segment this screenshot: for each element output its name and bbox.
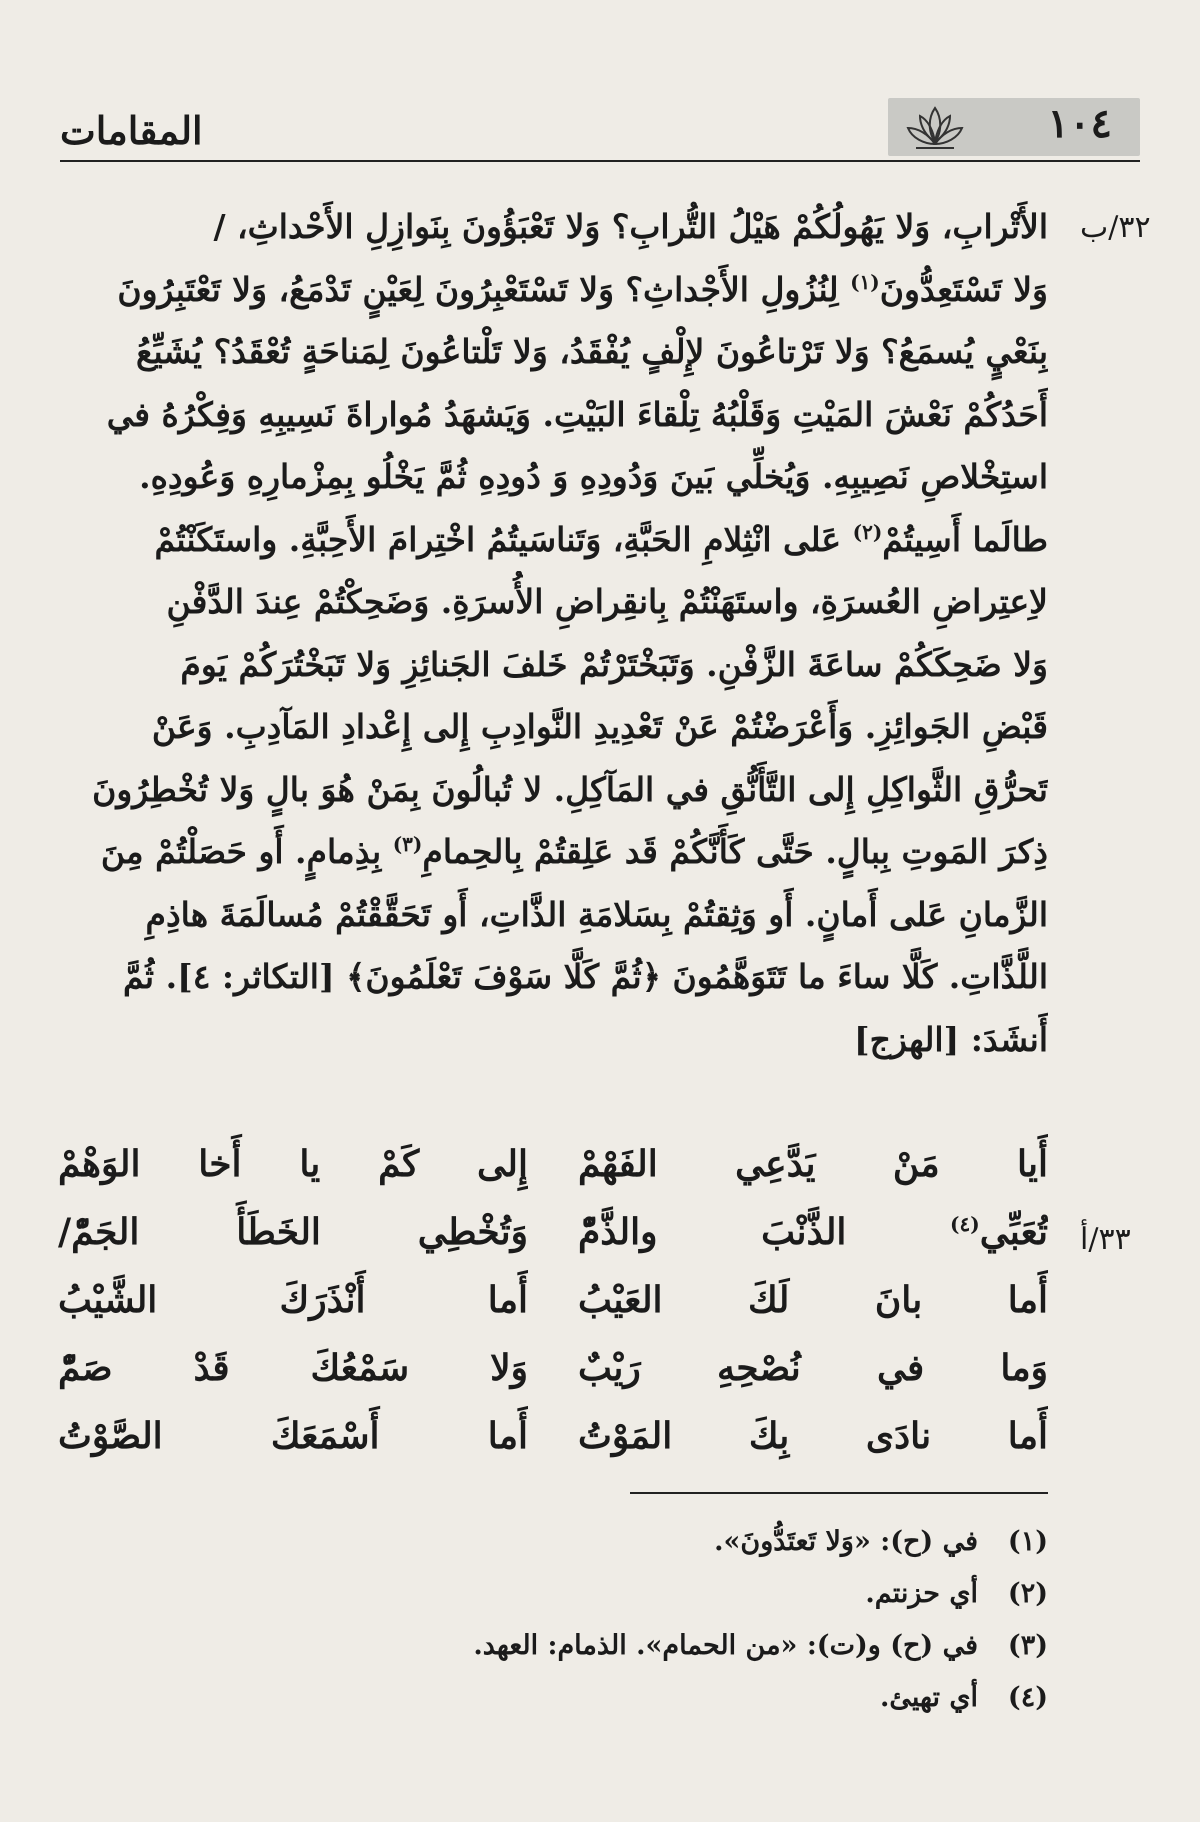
- footnote-text: أي تهيئ.: [879, 1682, 978, 1713]
- footnote: [58, 1672, 1048, 1724]
- prose-line: وَلا تَسْتَعِدُّونَ$^{(١)}$ لِنُزُولِ الأَجْداثِ؟ وَلا تَسْتَعْبِرُونَ لِعَيْنٍ تَدْمَعُ، وَلا تَعْتَبِرُونَ: [117, 269, 1048, 309]
- footnote: [58, 1620, 1048, 1672]
- hemistich-second: إِلى كَمْ يا أَخا الوَهْمْ: [58, 1143, 528, 1185]
- prose-line: وَلا ضَحِكَكُمْ ساعَةَ الزَّفْنِ. وَتَبَخْتَرْتُمْ خَلفَ الجَنائِزِ وَلا تَبَخْتُرَكُمْ يَومَ: [180, 644, 1048, 684]
- poem-verse: [58, 1334, 1048, 1402]
- footnote-ref: (٢): [852, 519, 883, 544]
- prose-line: الأَتْرابِ، وَلا يَهُولُكُمْ هَيْلُ التُّرابِ؟ وَلا تَعْبَؤُونَ بِنَوازِلِ الأَحْداثِ، /: [213, 207, 1048, 246]
- prose-line: قَبْضِ الجَوائِزِ. وَأَعْرَضْتُمْ عَنْ تَعْدِيدِ النَّوادِبِ إِلى إِعْدادِ المَآدِبِ. وَعَنْ: [151, 707, 1048, 746]
- prose-text: [58, 196, 1048, 1071]
- footnote-number: (٤): [1007, 1682, 1048, 1713]
- prose-line: استِخْلاصِ نَصِيبِهِ. وَيُخلِّي بَينَ وَدُودِهِ وَ دُودِهِ ثُمَّ يَخْلُو بِمِزْمارِهِ وَعُودِهِ.: [139, 457, 1048, 496]
- hemistich-second: وَتُخْطِي الخَطَأَ الجَمّْ/: [58, 1211, 528, 1253]
- prose-line: الزَّمانِ عَلى أَمانٍ. أَو وَثِقتُمْ بِسَلامَةِ الذَّاتِ، أَو تَحَقَّقْتُمْ مُسالَمَةَ هاذِمِ: [145, 894, 1048, 934]
- prose-line: لاِعتِراضِ العُسرَةِ، واستَهَنْتُمْ بِانقِراضِ الأُسرَةِ. وَضَحِكْتُمْ عِندَ الدَّفْنِ: [166, 582, 1048, 621]
- hemistich-second: أَما أَسْمَعَكَ الصَّوْتُ: [58, 1415, 528, 1457]
- footnote: [58, 1516, 1048, 1568]
- hemistich-second: أَما أَنْذَرَكَ الشَّيْبُ: [58, 1279, 528, 1321]
- poem: [58, 1130, 1048, 1470]
- prose-line: تَحرُّقِ الثَّواكِلِ إِلى التَّأَنُّقِ في المَآكِلِ. لا تُبالُونَ بِمَنْ هُوَ بالٍ وَلا تُخْطِرُونَ: [92, 769, 1048, 809]
- footnote-ref: (٣): [392, 832, 423, 856]
- poem-verse: [58, 1198, 1048, 1266]
- prose-line: طالَما أَسِيتُمْ$^{(٢)}$ عَلى انْثِلامِ الحَبَّةِ، وَتَناسَيتُمُ اخْتِرامَ الأَحِبَّةِ. واستَكَنْتُمْ: [154, 519, 1048, 559]
- hemistich-first: وَما في نُصْحِهِ رَيْبٌ: [578, 1347, 1048, 1389]
- hemistich-first: تُعَبِّي$^{(٤)}$ الذَّنْبَ والذَّمّْ: [578, 1211, 1048, 1253]
- prose-line: اللَّذَّاتِ. كَلَّا ساءَ ما تَتَوَهَّمُونَ ﴿ثُمَّ كَلَّا سَوْفَ تَعْلَمُونَ﴾ [التكاثر: ٤]. ثُمَّ: [122, 957, 1048, 996]
- footnote-text: أي حزنتم.: [865, 1578, 978, 1609]
- footnote-number: (٣): [1007, 1630, 1048, 1661]
- poem-verse: [58, 1402, 1048, 1470]
- header-rule: [60, 160, 1140, 162]
- page-header: [0, 0, 1200, 170]
- hemistich-first: أَما نادَى بِكَ المَوْتُ: [578, 1415, 1048, 1457]
- footnote-ref: (١): [850, 269, 880, 294]
- footnote: [58, 1568, 1048, 1620]
- footnote-text: في (ح) و(ت): «من الحمام». الذمام: العهد.: [473, 1630, 978, 1661]
- footnote-number: (٢): [1007, 1578, 1048, 1609]
- page-number: ١٠٤: [1047, 100, 1112, 147]
- hemistich-first: أَما بانَ لَكَ العَيْبُ: [578, 1279, 1048, 1321]
- footnote-rule: [630, 1492, 1048, 1494]
- lotus-icon: [902, 102, 968, 152]
- prose-line: بِنَعْيٍ يُسمَعُ؟ وَلا تَرْتاعُونَ لإِلْفٍ يُفْقَدُ، وَلا تَلْتاعُونَ لِمَناحَةٍ تُعْقَدُ؟ يُشَيِّعُ: [135, 332, 1048, 371]
- hemistich-first: أَيا مَنْ يَدَّعِي الفَهْمْ: [578, 1143, 1048, 1185]
- footnote-number: (١): [1007, 1526, 1048, 1557]
- poem-verse: [58, 1266, 1048, 1334]
- prose-line: أَحَدُكُمْ نَعْشَ المَيْتِ وَقَلْبُهُ تِلْقاءَ البَيْتِ. وَيَشهَدُ مُواراةَ نَسِيبِهِ وَفِكْرُهُ في: [106, 394, 1048, 434]
- footnote-text: في (ح): «وَلا تَعتَدُّونَ».: [714, 1526, 978, 1557]
- poem-verse: [58, 1130, 1048, 1198]
- hemistich-second: وَلا سَمْعُكَ قَدْ صَمّْ: [58, 1347, 528, 1389]
- prose-line: أَنشَدَ: [الهزج]: [854, 1019, 1048, 1059]
- margin-marker: ٣٣/أ: [1080, 1222, 1131, 1257]
- running-title: المقامات: [60, 108, 203, 153]
- footnotes: [58, 1516, 1048, 1724]
- footnote-ref: (٤): [950, 1212, 980, 1236]
- margin-marker: ٣٢/ب: [1080, 210, 1151, 245]
- page-number-box: [888, 98, 1140, 156]
- prose-line: ذِكرَ المَوتِ بِبالٍ. حَتَّى كَأَنَّكُمْ قَد عَلِقتُمْ بِالحِمامِ$^{(٣)}$ بِذِمامٍ. أَو حَصَلْتُمْ مِنَ: [100, 832, 1048, 871]
